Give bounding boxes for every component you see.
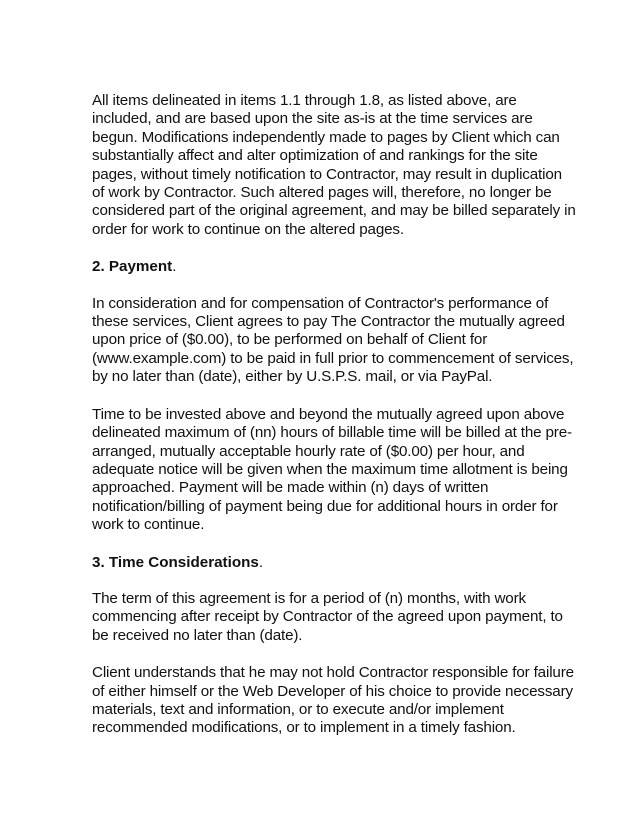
time-paragraph-2: Client understands that he may not hold Contractor responsible for failure of either himself or the Web Developer of his choice to provide necessary materials, text and information, or to execute and/or implement recommended modifications, or to implement in a timely fashion. <box>92 664 574 737</box>
section-2-title-suffix: . <box>172 258 177 276</box>
payment-paragraph-1: In consideration and for compensation of Contractor's performance of these services, Client agrees to pay The Contractor the mutually agreed upon price of ($0.00), to be performed on behalf of Client for (www.example.com) to be paid in full prior to commencement of services, by no later than (date), either by U.S.P.S. mail, or via PayPal. <box>92 294 574 386</box>
section-3-title-suffix: . <box>258 553 264 571</box>
section-3-heading <box>92 554 578 572</box>
section-3-title: 3. Time Considerations <box>92 553 259 571</box>
time-paragraph-1: The term of this agreement is for a period of (n) months, with work commencing after receipt by Contractor of the agreed upon payment, to be received no later than (date). <box>92 589 563 644</box>
intro-paragraph: All items delineated in items 1.1 through 1.8, as listed above, are included, and are based upon the site as-is at the time services are begun. Modifications independently made to pages by Client which can substantially affect and alter optimization of and rankings for the site pages, without timely notification to Contractor, may result in duplication of work by Contractor. Such altered pages will, therefore, no longer be considered part of the original agreement, and may be billed separately in order for work to continue on the altered pages. <box>92 92 576 238</box>
section-2-title: 2. Payment <box>92 258 173 276</box>
payment-paragraph-2: Time to be invested above and beyond the mutually agreed upon above delineated maximum of (nn) hours of billable time will be billed at the pre-arranged, mutually acceptable hourly rate of ($0.00) per hour, and adequate notice will be given when the maximum time allotment is being approached. Payment will be made within (n) days of written notification/billing of payment being due for additional hours in order for work to continue. <box>92 405 572 534</box>
section-2-heading <box>92 258 578 276</box>
